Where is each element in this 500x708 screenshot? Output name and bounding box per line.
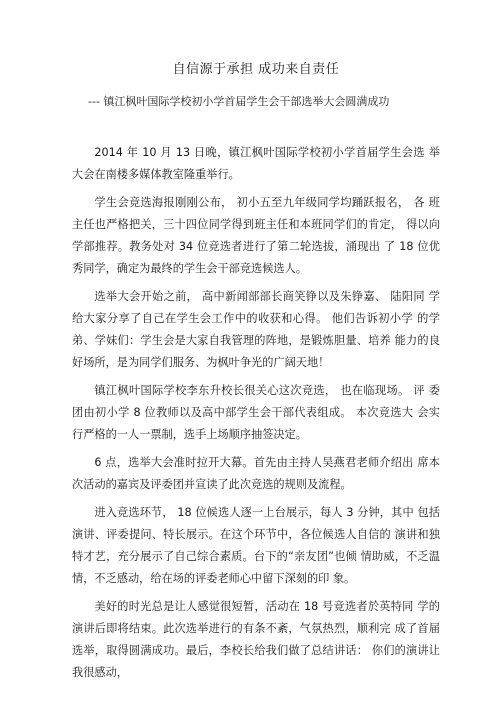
paragraph: 进入竞选环节， 18 位候选人逐一上台展示，每人 3 分钟，其中 包括演讲、评委提问、特长展示。在这个环节中，各位候选人自信的 演讲和独特才艺，充分展示了自己综合素质。台下的“亲友团”也倾 情助威，不乏温情，不乏感动，给在场的评委老师心中留下深刻的印 象。	[72, 506, 440, 585]
paragraph: 选举大会开始之前， 高中新闻部部长商笑铮以及朱铮嘉、 陆阳同 学给大家分享了自己在学生会工作中的收获和心得。 他们告诉初小学 的学弟、学妹们：学生会是大家自我管理的阵地，是锻炼胆量、培养 能力的良好场所，是为同学们服务、为枫叶争光的广阔天地！	[72, 290, 440, 369]
document-body	[72, 142, 440, 684]
paragraph: 2014 年 10 月 13 日晚，镇江枫叶国际学校初小学首届学生会选 举大会在南楼多媒体教室隆重举行。	[72, 146, 440, 181]
paragraph: 镇江枫叶国际学校李东升校长很关心这次竞选， 也在临现场。 评 委团由初小学 8 位教师以及高中部学生会干部代表组成。 本次竞选大 会实行严格的一人一票制，选手上场顺序抽签决定。	[72, 384, 440, 441]
paragraph: 6 点，选举大会准时拉开大幕。首先由主持人吴燕君老师介绍出 席本次活动的嘉宾及评委团并宣读了此次竞选的规则及流程。	[72, 456, 440, 491]
document-title: 自信源于承担 成功来自责任	[172, 62, 340, 77]
document-subtitle: --- 镇江枫叶国际学校初小学首届学生会干部选举大会圆满成功	[88, 95, 390, 108]
paragraph: 美好的时光总是让人感觉很短暂，活动在 18 号竞选者於英特同 学的演讲后即将结束。此次选举进行的有条不紊，气氛热烈，顺利完 成了首届选举，取得圆满成功。最后，李校长给我们做了总结讲话： 你们的演讲让我很感动，	[72, 600, 440, 679]
paragraph: 学生会竞选海报刚刚公布， 初小五至九年级同学均踊跃报名， 各 班主任也严格把关，三十四位同学得到班主任和本班同学们的肯定， 得以向学部推荐。教务处对 34 位竞选者进行了第二轮选拔，涌现出 了 18 位优秀同学，确定为最终的学生会干部竞选候选人。	[72, 196, 440, 275]
